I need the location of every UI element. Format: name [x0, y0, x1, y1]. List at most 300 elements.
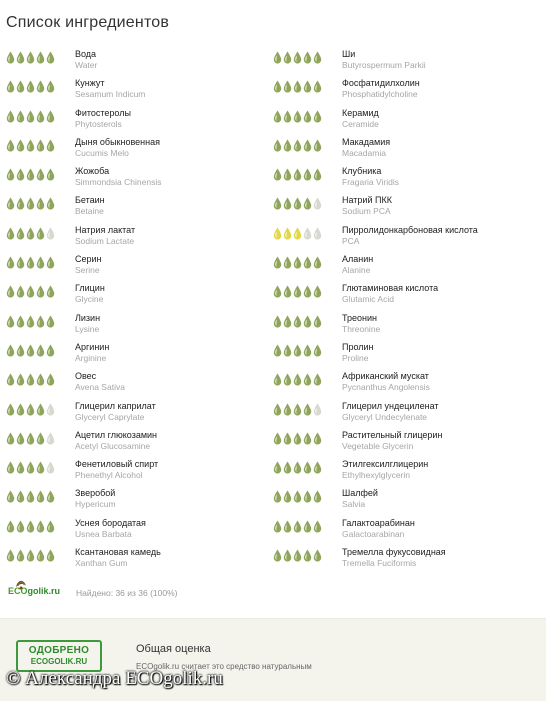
ingredient-name-latin: Glyceryl Caprylate [75, 411, 145, 422]
rating-drops [273, 432, 322, 445]
rating-drops [6, 520, 55, 533]
drop-icon [36, 520, 45, 533]
rating-drops [273, 403, 322, 416]
ingredient-row[interactable] [273, 106, 543, 135]
ingredient-names [342, 49, 426, 71]
rating-drops [273, 344, 322, 357]
ingredient-row[interactable] [6, 281, 276, 310]
ingredient-names [75, 137, 160, 159]
ingredient-names [75, 547, 161, 569]
drop-icon [283, 520, 292, 533]
drop-icon [273, 403, 282, 416]
ingredient-names [75, 78, 145, 100]
drop-icon [303, 51, 312, 64]
ingredient-name-ru[interactable]: Глютаминовая кислота [342, 283, 439, 294]
drop-icon [16, 168, 25, 181]
drop-icon [26, 461, 35, 474]
ingredient-name-latin: Betaine [75, 206, 104, 217]
ingredient-name-latin: Lysine [75, 323, 100, 334]
drop-icon [283, 168, 292, 181]
drop-icon [36, 490, 45, 503]
drop-icon [293, 285, 302, 298]
ingredient-row[interactable] [273, 281, 543, 310]
drop-icon [303, 139, 312, 152]
drop-icon [46, 80, 55, 93]
ingredient-names [342, 195, 392, 217]
drop-icon [303, 520, 312, 533]
ingredient-row[interactable] [273, 516, 543, 545]
drop-icon [283, 227, 292, 240]
drop-icon [303, 432, 312, 445]
ingredient-names [75, 49, 97, 71]
ingredient-row[interactable] [273, 252, 543, 281]
ingredient-name-latin: Butyrospermum Parkii [342, 60, 426, 70]
drop-icon [46, 344, 55, 357]
ingredient-names [342, 254, 373, 276]
ingredient-name-ru[interactable]: Глицерил ундециленат [342, 400, 439, 411]
ingredient-name-ru[interactable]: Зверобой [75, 488, 116, 499]
drop-icon [283, 285, 292, 298]
ingredient-name-latin: Hypericum [75, 499, 116, 510]
ingredient-name-latin: Cucumis Melo [75, 147, 129, 158]
ingredient-name-ru[interactable]: Натрия лактат [75, 224, 136, 235]
drop-icon [313, 432, 322, 445]
drop-icon [26, 51, 35, 64]
rating-drops [273, 110, 322, 123]
drop-icon [293, 197, 302, 210]
drop-icon [6, 344, 15, 357]
ingredient-name-latin: Sodium PCA [342, 206, 391, 217]
ingredient-name-ru[interactable]: Кунжут [75, 78, 105, 89]
stamp-line-2: ECOGOLIK.RU [30, 657, 88, 666]
rating-drops [6, 490, 55, 503]
drop-icon [293, 490, 302, 503]
ingredient-names [75, 225, 135, 247]
drop-icon [303, 490, 312, 503]
ingredient-names [342, 108, 379, 130]
drop-icon [283, 373, 292, 386]
ingredient-name-ru[interactable]: Дыня обыкновенная [75, 136, 160, 147]
rating-drops [6, 80, 55, 93]
drop-icon [293, 315, 302, 328]
ingredient-name-latin: Serine [75, 265, 100, 276]
drop-icon [313, 315, 322, 328]
drop-icon [26, 373, 35, 386]
drop-icon [6, 110, 15, 123]
drop-icon [313, 403, 322, 416]
drop-icon [293, 373, 302, 386]
drop-icon [26, 227, 35, 240]
drop-icon [273, 51, 282, 64]
ingredient-name-ru[interactable]: Пролин [342, 341, 374, 352]
ingredient-names [75, 195, 105, 217]
drop-icon [293, 168, 302, 181]
ingredient-names [75, 166, 161, 188]
ingredient-name-ru[interactable]: Этилгексилглицерин [342, 459, 429, 470]
drop-icon [313, 110, 322, 123]
drop-icon [26, 432, 35, 445]
drop-icon [26, 403, 35, 416]
drop-icon [26, 285, 35, 298]
ingredient-name-ru[interactable]: Пирролидонкарбоновая кислота [342, 224, 478, 235]
drop-icon [6, 51, 15, 64]
drop-icon [293, 520, 302, 533]
ingredient-name-ru[interactable]: Тремелла фукусовидная [342, 547, 446, 558]
drop-icon [313, 227, 322, 240]
stamp-line-1: ОДОБРЕНО [28, 645, 90, 656]
drop-icon [303, 197, 312, 210]
drop-icon [16, 285, 25, 298]
ingredient-names [75, 108, 131, 130]
ingredient-name-ru[interactable]: Макадамия [342, 136, 391, 147]
drop-icon [283, 110, 292, 123]
drop-icon [46, 227, 55, 240]
drop-icon [273, 315, 282, 328]
drop-icon [6, 197, 15, 210]
drop-icon [26, 344, 35, 357]
ingredient-name-ru[interactable]: Треонин [342, 312, 377, 323]
drop-icon [313, 549, 322, 562]
ingredient-row[interactable] [6, 135, 276, 164]
drop-icon [303, 256, 312, 269]
ingredient-names [342, 166, 399, 188]
ingredient-row[interactable] [273, 193, 543, 222]
ingredient-row[interactable] [273, 223, 543, 252]
drop-icon [16, 110, 25, 123]
ingredient-names [342, 342, 374, 364]
drop-icon [313, 373, 322, 386]
drop-icon [6, 315, 15, 328]
page-title: Список ингредиентов [6, 14, 170, 31]
ingredient-row[interactable] [6, 457, 276, 486]
ingredient-name-ru[interactable]: Клубника [342, 166, 382, 177]
drop-icon [46, 197, 55, 210]
ingredient-row[interactable] [6, 223, 276, 252]
ingredient-name-ru[interactable]: Фосфатидилхолин [342, 78, 420, 89]
ingredient-name-latin: Vegetable Glycerin [342, 440, 414, 451]
drop-icon [273, 520, 282, 533]
ingredient-name-ru[interactable]: Галактоарабинан [342, 517, 415, 528]
ingredient-names [342, 137, 390, 159]
drop-icon [16, 461, 25, 474]
ingredient-name-ru[interactable]: Натрий ПКК [342, 195, 392, 206]
drop-icon [46, 168, 55, 181]
drop-icon [273, 549, 282, 562]
drop-icon [36, 549, 45, 562]
rating-drops [273, 373, 322, 386]
drop-icon [36, 139, 45, 152]
ingredient-name-latin: Ceramide [342, 118, 379, 129]
drop-icon [16, 344, 25, 357]
drop-icon [36, 197, 45, 210]
drop-icon [283, 490, 292, 503]
drop-icon [283, 256, 292, 269]
ingredient-row[interactable] [6, 106, 276, 135]
ingredient-names [342, 225, 478, 247]
ingredient-name-ru[interactable]: Ацетил глюкозамин [75, 429, 158, 440]
drop-icon [273, 490, 282, 503]
ecogolik-logo-text[interactable] [8, 586, 60, 596]
drop-icon [273, 139, 282, 152]
ingredient-name-ru[interactable]: Глицин [75, 283, 105, 294]
ingredient-name-ru[interactable]: Аргинин [75, 341, 110, 352]
ingredient-row[interactable] [6, 76, 276, 105]
drop-icon [303, 227, 312, 240]
drop-icon [293, 432, 302, 445]
drop-icon [6, 168, 15, 181]
drop-icon [36, 285, 45, 298]
drop-icon [26, 139, 35, 152]
ingredient-row[interactable] [273, 47, 543, 76]
drop-icon [26, 197, 35, 210]
rating-drops [6, 285, 55, 298]
ingredient-row[interactable] [6, 486, 276, 515]
drop-icon [293, 227, 302, 240]
ingredient-name-latin: Alanine [342, 265, 371, 276]
rating-drops [273, 197, 322, 210]
drop-icon [303, 168, 312, 181]
drop-icon [303, 344, 312, 357]
drop-icon [16, 139, 25, 152]
ingredient-row[interactable] [6, 252, 276, 281]
ingredient-name-ru[interactable]: Керамид [342, 107, 379, 118]
drop-icon [46, 373, 55, 386]
drop-icon [36, 227, 45, 240]
drop-icon [36, 403, 45, 416]
drop-icon [303, 461, 312, 474]
ingredient-name-ru[interactable]: Уснея бородатая [75, 517, 146, 528]
ingredient-name-latin: Usnea Barbata [75, 528, 132, 539]
drop-icon [26, 315, 35, 328]
drop-icon [273, 285, 282, 298]
ingredient-row[interactable] [6, 164, 276, 193]
drop-icon [6, 256, 15, 269]
ingredient-name-ru[interactable]: Ши [342, 49, 356, 59]
ingredient-names [75, 342, 109, 364]
drop-icon [46, 51, 55, 64]
ingredient-name-ru[interactable]: Бетаин [75, 195, 105, 206]
ingredient-name-latin: Acetyl Glucosamine [75, 440, 151, 451]
ingredient-name-latin: Phytosterols [75, 118, 122, 129]
drop-icon [46, 432, 55, 445]
drop-icon [273, 168, 282, 181]
logo-rest: golik.ru [27, 586, 61, 596]
drop-icon [16, 520, 25, 533]
drop-icon [46, 256, 55, 269]
ingredient-names [75, 430, 157, 452]
drop-icon [6, 490, 15, 503]
ingredient-names [342, 313, 380, 335]
ingredient-row[interactable] [6, 428, 276, 457]
ingredient-name-latin: Glutamic Acid [342, 294, 394, 305]
drop-icon [283, 139, 292, 152]
drop-icon [273, 461, 282, 474]
drop-icon [313, 461, 322, 474]
overall-rating-title: Общая оценка [136, 643, 211, 655]
ingredient-name-ru[interactable]: Фитостеролы [75, 107, 131, 118]
drop-icon [36, 110, 45, 123]
drop-icon [283, 315, 292, 328]
drop-icon [6, 285, 15, 298]
drop-icon [283, 197, 292, 210]
ingredient-name-latin: Tremella Fuciformis [342, 558, 417, 569]
drop-icon [46, 139, 55, 152]
drop-icon [273, 256, 282, 269]
ingredient-row[interactable] [273, 164, 543, 193]
drop-icon [293, 110, 302, 123]
drop-icon [313, 168, 322, 181]
ingredient-name-ru[interactable]: Вода [75, 49, 97, 59]
drop-icon [293, 344, 302, 357]
ingredient-name-latin: Galactoarabinan [342, 528, 405, 539]
drop-icon [36, 51, 45, 64]
ingredient-names [75, 459, 158, 481]
rating-drops [6, 432, 55, 445]
ingredients-left-column [6, 47, 276, 574]
rating-drops [273, 168, 322, 181]
ingredient-name-latin: Sodium Lactate [75, 235, 135, 246]
ingredient-row[interactable] [273, 369, 543, 398]
drop-icon [26, 490, 35, 503]
drop-icon [273, 373, 282, 386]
rating-drops [273, 549, 322, 562]
ingredient-row[interactable] [6, 399, 276, 428]
ingredient-row[interactable] [273, 311, 543, 340]
ingredient-name-latin: Salvia [342, 499, 366, 510]
drop-icon [26, 520, 35, 533]
drop-icon [26, 256, 35, 269]
rating-drops [6, 139, 55, 152]
rating-drops [6, 315, 55, 328]
drop-icon [313, 51, 322, 64]
ingredient-row[interactable] [6, 369, 276, 398]
ingredient-row[interactable] [273, 486, 543, 515]
ingredient-names [342, 488, 378, 510]
ingredient-row[interactable] [273, 399, 543, 428]
ingredient-name-latin: Simmondsia Chinensis [75, 177, 162, 188]
drop-icon [303, 285, 312, 298]
ingredient-name-ru[interactable]: Шалфей [342, 488, 378, 499]
ingredient-names [75, 401, 156, 423]
ingredient-name-latin: Glyceryl Undecylenate [342, 411, 428, 422]
drop-icon [46, 490, 55, 503]
drop-icon [16, 197, 25, 210]
drop-icon [313, 256, 322, 269]
drop-icon [6, 139, 15, 152]
ingredient-names [342, 401, 439, 423]
rating-drops [273, 315, 322, 328]
drop-icon [303, 110, 312, 123]
ingredient-row[interactable] [273, 340, 543, 369]
drop-icon [273, 197, 282, 210]
drop-icon [16, 432, 25, 445]
ingredient-names [342, 459, 428, 481]
ingredient-name-ru[interactable]: Овес [75, 371, 97, 382]
ingredient-row[interactable] [6, 47, 276, 76]
drop-icon [16, 549, 25, 562]
rating-drops [6, 461, 55, 474]
drop-icon [26, 80, 35, 93]
drop-icon [36, 432, 45, 445]
rating-drops [273, 256, 322, 269]
ingredient-row[interactable] [273, 76, 543, 105]
ingredient-name-ru[interactable]: Ксантановая камедь [75, 547, 161, 558]
drop-icon [6, 520, 15, 533]
ingredient-name-ru[interactable]: Глицерил каприлат [75, 400, 156, 411]
drop-icon [46, 403, 55, 416]
ingredient-name-ru[interactable]: Фенетиловый спирт [75, 459, 159, 470]
ingredient-name-latin: Pycnanthus Angolensis [342, 382, 430, 393]
drop-icon [6, 373, 15, 386]
ingredient-name-latin: Xanthan Gum [75, 558, 128, 569]
ingredient-name-ru[interactable]: Жожоба [75, 166, 110, 177]
drop-icon [6, 403, 15, 416]
rating-drops [273, 139, 322, 152]
logo-eco: ECO [8, 586, 28, 596]
ingredient-name-ru[interactable]: Африканский мускат [342, 371, 429, 382]
overall-rating-subtitle: ECOgolik.ru считает это средство натуральным [136, 662, 312, 671]
drop-icon [303, 315, 312, 328]
ingredient-row[interactable] [6, 311, 276, 340]
ingredient-name-latin: Arginine [75, 352, 107, 363]
ingredient-name-ru[interactable]: Лизин [75, 312, 101, 323]
drop-icon [283, 461, 292, 474]
rating-drops [273, 227, 322, 240]
ingredient-row[interactable] [6, 545, 276, 574]
ingredient-name-latin: Water [75, 60, 98, 70]
rating-drops [273, 461, 322, 474]
drop-icon [313, 197, 322, 210]
drop-icon [16, 51, 25, 64]
ingredient-row[interactable] [273, 545, 543, 574]
ingredient-names [75, 488, 116, 510]
ingredient-names [342, 283, 438, 305]
drop-icon [303, 373, 312, 386]
rating-drops [273, 80, 322, 93]
ingredient-name-latin: Sesamum Indicum [75, 89, 146, 100]
ingredient-row[interactable] [6, 340, 276, 369]
ingredient-row[interactable] [273, 135, 543, 164]
ingredient-row[interactable] [273, 428, 543, 457]
drop-icon [293, 139, 302, 152]
drop-icon [46, 461, 55, 474]
drop-icon [313, 520, 322, 533]
drop-icon [293, 403, 302, 416]
ingredient-name-ru[interactable]: Серин [75, 254, 102, 265]
ingredient-name-latin: Fragaria Viridis [342, 177, 400, 188]
ingredient-name-ru[interactable]: Растительный глицерин [342, 429, 443, 440]
drop-icon [273, 432, 282, 445]
drop-icon [273, 80, 282, 93]
ingredient-row[interactable] [6, 516, 276, 545]
ingredient-name-latin: Glycine [75, 294, 104, 305]
ingredient-name-ru[interactable]: Аланин [342, 254, 374, 265]
drop-icon [36, 256, 45, 269]
drop-icon [16, 80, 25, 93]
drop-icon [303, 403, 312, 416]
drop-icon [36, 168, 45, 181]
ingredient-name-latin: Macadamia [342, 147, 386, 158]
drop-icon [283, 549, 292, 562]
rating-drops [273, 520, 322, 533]
drop-icon [313, 80, 322, 93]
ingredient-row[interactable] [273, 457, 543, 486]
drop-icon [293, 461, 302, 474]
ingredient-row[interactable] [6, 193, 276, 222]
ingredient-names [342, 371, 430, 393]
drop-icon [313, 139, 322, 152]
found-count: Найдено: 36 из 36 (100%) [76, 588, 178, 598]
